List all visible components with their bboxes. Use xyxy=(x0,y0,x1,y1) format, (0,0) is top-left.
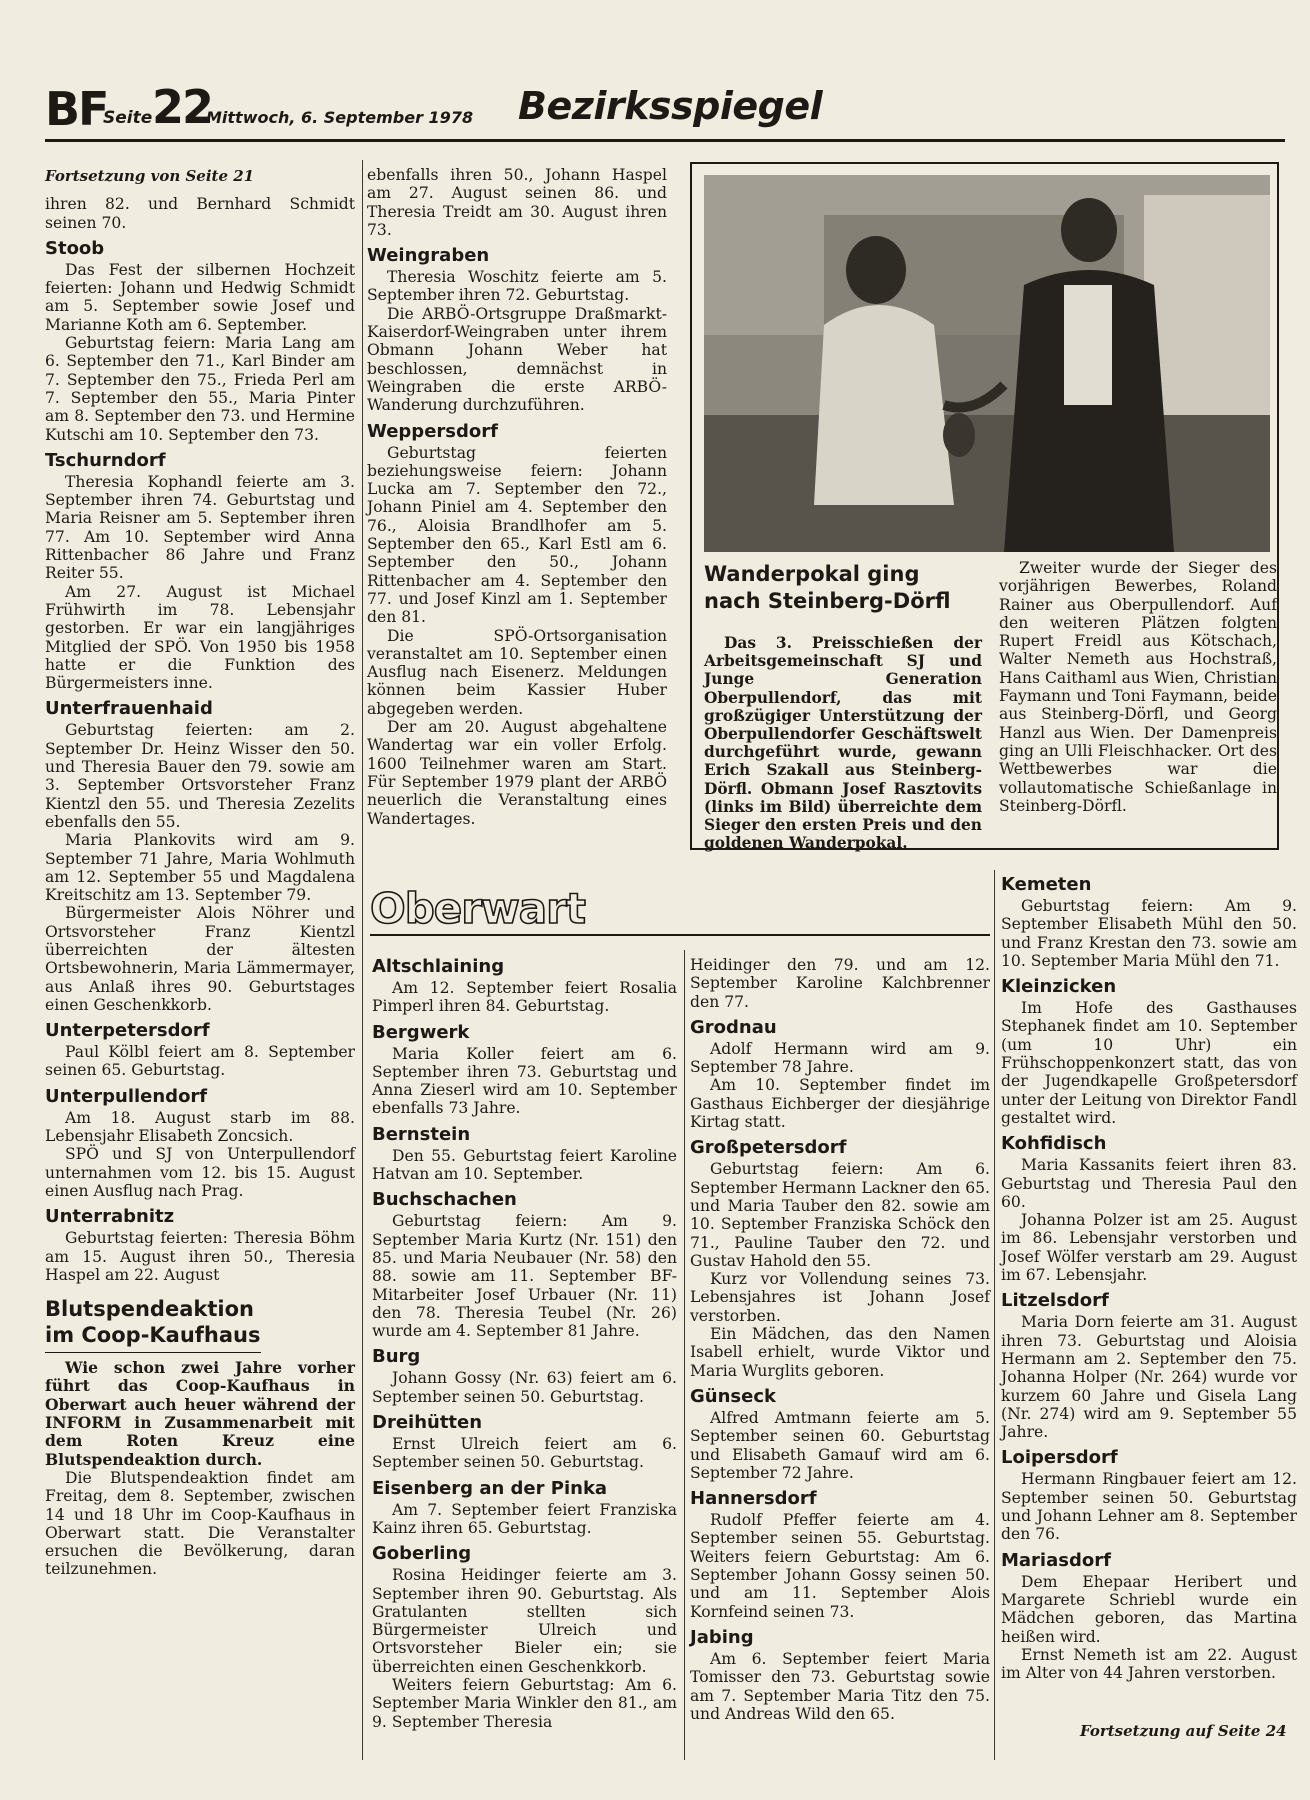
paragraph: Rudolf Pfeffer feierte am 4. September seinen 55. Geburtstag. Weiters feiern Geburtstag: Am 6. September Johann Gossy seinen 50. und am 11. September Alois Kornfeind seinen 73. xyxy=(690,1511,990,1621)
paragraph: Die SPÖ-Ortsorganisation veranstaltet am 10. September einen Ausflug nach Eisenerz. Meldungen können beim Kassier Huber abgegeben werden. xyxy=(367,626,667,718)
paragraph: Das Fest der silbernen Hochzeit feierten: Johann und Hedwig Schmidt am 5. September sowie Josef und Marianne Koth am 6. September. xyxy=(45,260,355,334)
column-2 xyxy=(367,166,667,828)
headline-burg: Burg xyxy=(372,1346,421,1368)
paragraph: Bürgermeister Alois Nöhrer und Ortsvorsteher Franz Kientzl überreichten der ältesten Ortsbewohnerin, Maria Lämmermayer, aus Anlaß ihres 90. Geburtstages einen Geschenkkorb. xyxy=(45,904,355,1014)
paragraph: Am 10. September findet im Gasthaus Eichberger der diesjährige Kirtag statt. xyxy=(690,1076,990,1132)
paragraph: Geburtstag feiern: Am 6. September Hermann Lackner den 65. und Maria Tauber den 82. sowie am 10. September Franziska Schöck den 71., Pauline Tauber den 72. und Gustav Hahold den 55. xyxy=(690,1160,990,1270)
headline-hannersdorf: Hannersdorf xyxy=(690,1488,817,1510)
paragraph: SPÖ und SJ von Unterpullendorf unternahmen vom 12. bis 15. August einen Ausflug nach Prag. xyxy=(45,1145,355,1200)
column-rule xyxy=(362,160,363,1760)
oberwart-column-a xyxy=(372,956,677,1731)
paragraph: Kurz vor Vollendung seines 73. Lebensjahres ist Johann Josef verstorben. xyxy=(690,1270,990,1325)
headline-grosspetersdorf: Großpetersdorf xyxy=(690,1137,847,1159)
paragraph: Geburtstag feierten beziehungsweise feiern: Johann Lucka am 7. September den 72., Johann Piniel am 4. September den 76., Aloisia Brandlhofer am 5. September den 65., Karl Estl am 6. September den 50., Johann Rittenbacher am 4. September den 77. und Josef Kinzl am 1. September den 81. xyxy=(367,443,667,627)
headline-loipersdorf: Loipersdorf xyxy=(1001,1447,1118,1469)
photo-story-lead: Das 3. Preisschießen der Arbeitsgemeinschaft SJ und Junge Generation Oberpullendorf, das mit großzügiger Unterstützung der Oberpullendorfer Geschäftswelt durchgeführt wurde, gewann Erich Szakall aus Steinberg-Dörfl. Obmann Josef Rasztovits (links im Bild) überreichte dem Sieger den ersten Preis und den goldenen Wanderpokal. xyxy=(704,634,982,853)
paragraph: Am 18. August starb im 88. Lebensjahr Elisabeth Zoncsich. xyxy=(45,1108,355,1146)
headline-weppersdorf: Weppersdorf xyxy=(367,420,498,442)
lead-paragraph: Wie schon zwei Jahre vorher führt das Coop-Kaufhaus in Oberwart auch heuer während der INFORM in Zusammenarbeit mit dem Roten Kreuz eine Blutspendeaktion durch. xyxy=(45,1358,355,1469)
headline-line: Blutspendeaktion xyxy=(45,1297,254,1322)
oberwart-column-b xyxy=(690,956,990,1723)
paragraph: Alfred Amtmann feierte am 5. September seinen 60. Geburtstag und Elisabeth Gamauf wird am 6. September 72 Jahre. xyxy=(690,1408,990,1482)
paragraph: Geburtstag feiern: Am 9. September Elisabeth Mühl den 50. und Franz Krestan den 73. sowie am 10. September Maria Mühl den 71. xyxy=(1001,897,1297,970)
paragraph: Rosina Heidinger feierte am 3. September ihren 90. Geburtstag. Als Gratulanten stellten sich Bürgermeister Ulreich und Ortsvorsteher Bieler ein; sie überreichten einen Geschenkkorb. xyxy=(372,1566,677,1676)
paragraph: Am 6. September feiert Maria Tomisser den 73. Geburtstag sowie am 7. September Maria Titz den 75. und Andreas Wild den 65. xyxy=(690,1649,990,1723)
headline-grodnau: Grodnau xyxy=(690,1016,777,1038)
paragraph: Am 7. September feiert Franziska Kainz ihren 65. Geburtstag. xyxy=(372,1500,677,1537)
headline-kemeten: Kemeten xyxy=(1001,874,1092,895)
blutspende-headline xyxy=(45,1296,261,1353)
paragraph: Paul Kölbl feiert am 8. September seinen 65. Geburtstag. xyxy=(45,1043,355,1080)
page-number: 22 xyxy=(152,80,213,134)
headline-guenseck: Günseck xyxy=(690,1385,776,1407)
masthead-logo: BF xyxy=(45,82,108,136)
section-title: Bezirksspiegel xyxy=(518,84,823,128)
paragraph: Heidinger den 79. und am 12. September Karoline Kalchbrenner den 77. xyxy=(690,956,990,1011)
paragraph: Geburtstag feiern: Maria Lang am 6. September den 71., Karl Binder am 7. September den 75., Frieda Perl am 7. September den 55., Maria Pinter am 8. September den 73. und Hermine Kutschi am 10. September den 73. xyxy=(45,334,355,444)
headline-buchschachen: Buchschachen xyxy=(372,1189,517,1211)
headline-altschlaining: Altschlaining xyxy=(372,956,505,977)
paragraph: Die Blutspendeaktion findet am Freitag, dem 8. September, zwischen 14 und 18 Uhr im Coop-Kaufhaus in Oberwart statt. Die Veranstalter ersuchen die Bevölkerung, daran teilzunehmen. xyxy=(45,1468,355,1579)
issue-date: Mittwoch, 6. September 1978 xyxy=(206,108,474,127)
photo-story-body: Zweiter wurde der Sieger des vorjährigen Bewerbes, Roland Rainer aus Oberpullendorf. Auf den weiteren Plätzen folgten Rupert Freidl aus Kötschach, Walter Nemeth aus Hochstraß, Hans Caithaml aus Wien, Christian Faymann und Toni Faymann, beide aus Steinberg-Dörfl, und Georg Hanzl aus Wien. Der Damenpreis ging an Ulli Fleischhacker. Ort des Wettbewerbes war die vollautomatische Schießanlage in Steinberg-Dörfl. xyxy=(999,559,1277,815)
headline-line: Wanderpokal ging xyxy=(704,562,920,586)
paragraph: Den 55. Geburtstag feiert Karoline Hatvan am 10. September. xyxy=(372,1146,677,1184)
headline-stoob: Stoob xyxy=(45,237,105,259)
paragraph: Maria Plankovits wird am 9. September 71 Jahre, Maria Wohlmuth am 12. September 55 und Magdalena Kreitschitz am 13. September 79. xyxy=(45,831,355,905)
headline-line: nach Steinberg-Dörfl xyxy=(704,589,951,613)
headline-bernstein: Bernstein xyxy=(372,1123,471,1145)
headline-weingraben: Weingraben xyxy=(367,245,490,267)
photo-illustration xyxy=(704,175,1270,552)
continued-from: Fortsetzung von Seite 21 xyxy=(45,167,255,185)
paragraph: Im Hofe des Gasthauses Stephanek findet am 10. September (um 10 Uhr) ein Frühschoppenkonzert statt, das von der Jugendkapelle Großpetersdorf unter der Leitung von Direktor Fandl gestaltet wird. xyxy=(1001,999,1297,1127)
paragraph: Theresia Kophandl feierte am 3. September ihren 74. Geburtstag und Maria Reisner am 5. September ihren 77. Am 10. September wird Anna Rittenbacher 86 Jahre und Franz Reiter 55. xyxy=(45,472,355,583)
headline-mariasdorf: Mariasdorf xyxy=(1001,1549,1111,1571)
paragraph: Die ARBÖ-Ortsgruppe Draßmarkt-Kaiserdorf-Weingraben unter ihrem Obmann Johann Weber hat beschlossen, demnächst in Weingraben die erste ARBÖ-Wanderung durchzuführen. xyxy=(367,304,667,415)
paragraph: Am 27. August ist Michael Frühwirth im 78. Lebensjahr gestorben. Er war ein langjähriges Mitglied der SPÖ. Von 1950 bis 1958 hatte er die Funktion des Bürgermeisters inne. xyxy=(45,582,355,693)
oberwart-column-c xyxy=(1001,874,1297,1682)
headline-unterpullendorf: Unterpullendorf xyxy=(45,1085,208,1107)
paragraph: Am 12. September feiert Rosalia Pimperl ihren 84. Geburtstag. xyxy=(372,979,677,1016)
paragraph: Johanna Polzer ist am 25. August im 86. Lebensjahr verstorben und Josef Wölfer verstarb am 29. August im 67. Lebensjahr. xyxy=(1001,1211,1297,1285)
headline-litzelsdorf: Litzelsdorf xyxy=(1001,1290,1109,1312)
oberwart-heading: Oberwart xyxy=(370,884,585,933)
headline-goberling: Goberling xyxy=(372,1543,472,1565)
headline-unterpetersdorf: Unterpetersdorf xyxy=(45,1020,210,1042)
paragraph: Geburtstag feiern: Am 9. September Maria Kurtz (Nr. 151) den 85. und Maria Neubauer (Nr. 58) den 88. sowie am 11. September BF-Mitarbeiter Josef Urbauer (Nr. 11) den 78. Theresia Teubel (Nr. 26) wurde am 4. September 81 Jahre. xyxy=(372,1212,677,1341)
paragraph: Geburtstag feierten: Theresia Böhm am 15. August ihren 50., Theresia Haspel am 22. August xyxy=(45,1229,355,1284)
headline-kleinzicken: Kleinzicken xyxy=(1001,976,1117,998)
column-rule xyxy=(684,950,685,1760)
paragraph: Hermann Ringbauer feiert am 12. September seinen 50. Geburtstag und Johann Lehner am 8. September den 76. xyxy=(1001,1470,1297,1544)
headline-unterrabnitz: Unterrabnitz xyxy=(45,1206,175,1228)
paragraph: Ernst Ulreich feiert am 6. September seinen 50. Geburtstag. xyxy=(372,1435,677,1472)
headline-kohfidisch: Kohfidisch xyxy=(1001,1133,1107,1155)
paragraph: Johann Gossy (Nr. 63) feiert am 6. September seinen 50. Geburtstag. xyxy=(372,1369,677,1406)
paragraph: Maria Koller feiert am 6. September ihren 73. Geburtstag und Anna Zieserl wird am 10. September ebenfalls 73 Jahre. xyxy=(372,1044,677,1118)
paragraph: Maria Dorn feierte am 31. August ihren 73. Geburtstag und Aloisia Hermann am 2. September den 75. Johanna Holper (Nr. 264) wurde vor kurzem 60 Jahre und Gisela Lang (Nr. 274) wird am 9. September 55 Jahre. xyxy=(1001,1313,1297,1442)
paragraph: Adolf Hermann wird am 9. September 78 Jahre. xyxy=(690,1039,990,1077)
headline-unterfrauenhaid: Unterfrauenhaid xyxy=(45,698,213,720)
paragraph: ihren 82. und Bernhard Schmidt seinen 70. xyxy=(45,195,355,232)
headline-tschurndorf: Tschurndorf xyxy=(45,449,166,471)
paragraph: Theresia Woschitz feierte am 5. September ihren 72. Geburtstag. xyxy=(367,268,667,305)
masthead-rule xyxy=(45,139,1285,142)
continued-on: Fortsetzung auf Seite 24 xyxy=(1080,1722,1287,1740)
column-1 xyxy=(45,167,355,1579)
headline-bergwerk: Bergwerk xyxy=(372,1021,470,1043)
paragraph: Der am 20. August abgehaltene Wandertag war ein voller Erfolg. 1600 Teilnehmer waren am Start. Für September 1979 plant der ARBÖ neuerlich die Veranstaltung eines Wandertages. xyxy=(367,718,667,828)
headline-eisenberg: Eisenberg an der Pinka xyxy=(372,1477,608,1499)
photo-story-headline xyxy=(704,561,994,615)
paragraph: Dem Ehepaar Heribert und Margarete Schriebl wurde ein Mädchen geboren, das Martina heißen wird. xyxy=(1001,1572,1297,1646)
headline-dreihuetten: Dreihütten xyxy=(372,1412,483,1434)
paragraph: ebenfalls ihren 50., Johann Haspel am 27. August seinen 86. und Theresia Treidt am 30. August ihren 73. xyxy=(367,166,667,239)
headline-jabing: Jabing xyxy=(690,1626,754,1648)
paragraph: Geburtstag feierten: am 2. September Dr. Heinz Wisser den 50. und Theresia Bauer den 79. sowie am 3. September Ortsvorsteher Franz Kientzl den 55. und Theresia Zezelits ebenfalls den 55. xyxy=(45,721,355,831)
section-rule xyxy=(370,934,990,936)
masthead-seite-label: Seite xyxy=(103,108,153,128)
paragraph: Ernst Nemeth ist am 22. August im Alter von 44 Jahren verstorben. xyxy=(1001,1645,1297,1683)
paragraph: Weiters feiern Geburtstag: Am 6. September Maria Winkler den 81., am 9. September Theresia xyxy=(372,1676,677,1731)
headline-line: im Coop-Kaufhaus xyxy=(45,1323,261,1348)
paragraph: Ein Mädchen, das den Namen Isabell erhielt, wurde Viktor und Maria Wurglits geboren. xyxy=(690,1325,990,1380)
news-photo xyxy=(704,175,1270,552)
column-rule xyxy=(994,870,995,1760)
paragraph: Maria Kassanits feiert ihren 83. Geburtstag und Theresia Paul den 60. xyxy=(1001,1156,1297,1211)
